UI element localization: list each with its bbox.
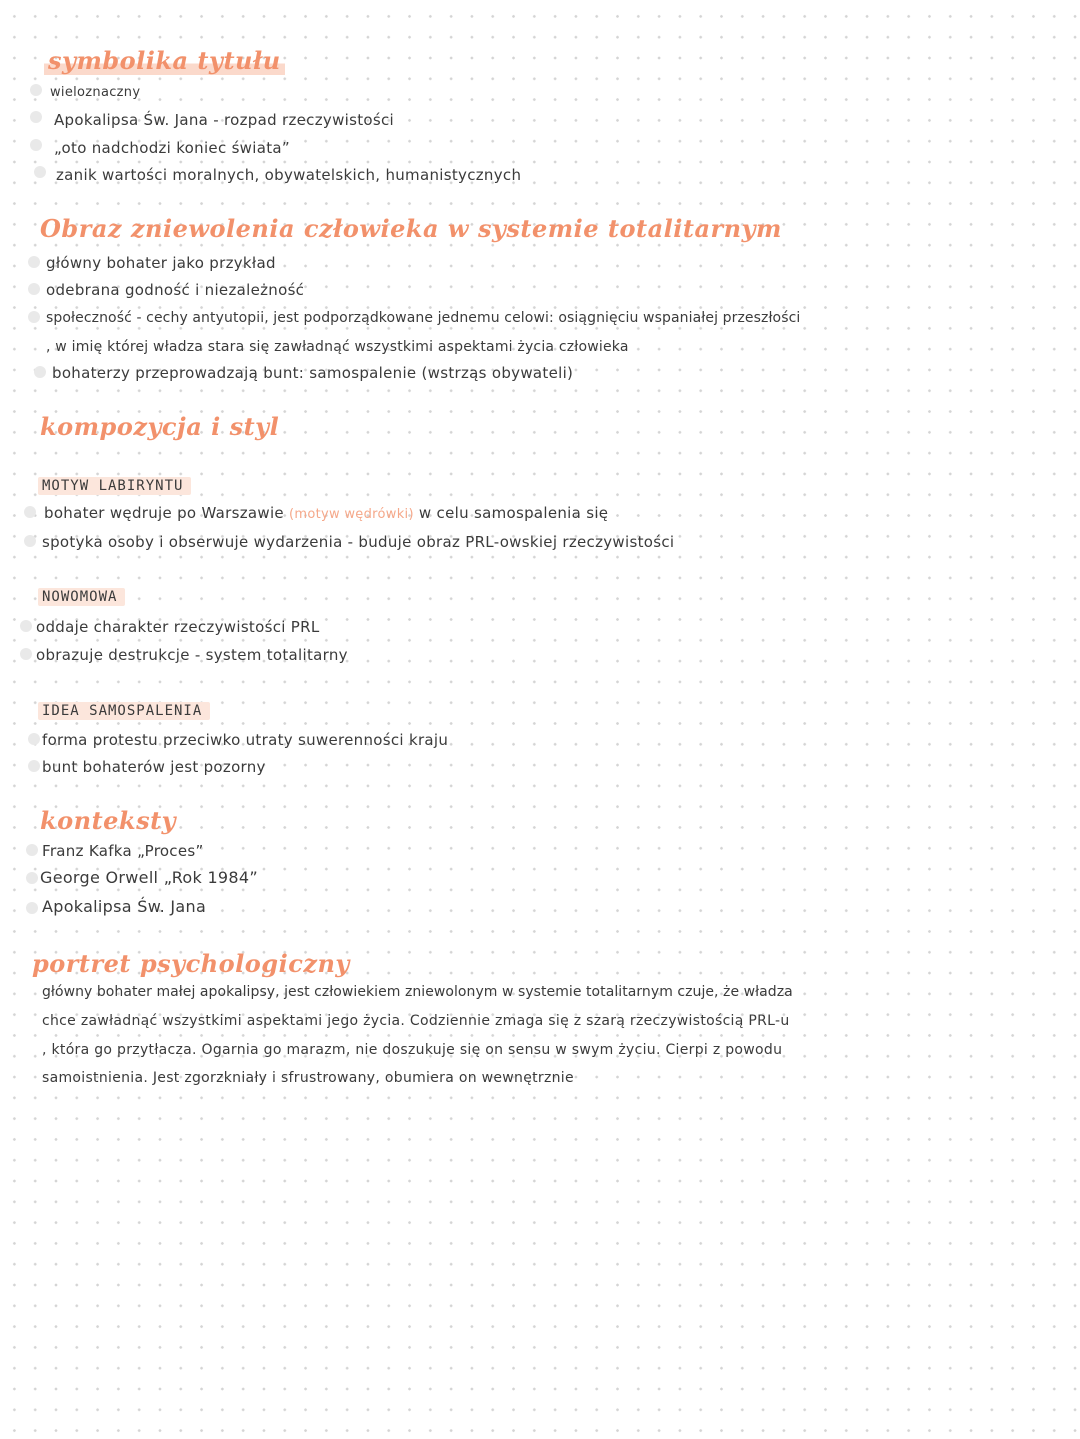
bullet-icon [28, 311, 40, 323]
section-title-symbolika: symbolika tytułu [44, 46, 285, 75]
section-title-konteksty: konteksty [40, 806, 177, 835]
bullet-icon [30, 111, 42, 123]
bullet-icon [30, 139, 42, 151]
bullet-icon [28, 256, 40, 268]
list-item-continuation: , w imię której władza stara się zawładnąć wszystkimi aspektami życia człowieka [46, 339, 629, 355]
subheading-idea-samospalenia: IDEA SAMOSPALENIA [38, 702, 210, 720]
subheading-motyw-labiryntu: MOTYW LABIRYNTU [38, 477, 191, 495]
paragraph-line: , która go przytłacza. Ogarnia go marazm, nie doszukuje się on sensu w swym życiu. Cierpi z powodu [42, 1042, 783, 1058]
list-item: zanik wartości moralnych, obywatelskich, humanistycznych [56, 166, 522, 184]
list-item: społeczność - cechy antyutopii, jest podporządkowane jednemu celowi: osiągnięciu wspaniałej przeszłości [46, 310, 801, 326]
bullet-icon [24, 535, 36, 547]
list-item: obrazuje destrukcje - system totalitarny [36, 646, 348, 664]
list-item: Franz Kafka „Proces” [42, 842, 204, 860]
bullet-icon [30, 84, 42, 96]
bullet-icon [28, 733, 40, 745]
section-title-portret: portret psychologiczny [32, 949, 350, 978]
bullet-icon [34, 366, 46, 378]
paragraph-line: samoistnienia. Jest zgorzkniały i sfrustrowany, obumiera on wewnętrznie [42, 1070, 574, 1086]
bullet-icon [26, 844, 38, 856]
bullet-icon [24, 506, 36, 518]
section-title-obraz: Obraz zniewolenia człowieka w systemie totalitarnym [40, 214, 782, 243]
list-item: Apokalipsa Św. Jana - rozpad rzeczywistości [54, 111, 395, 129]
list-item: bunt bohaterów jest pozorny [42, 758, 266, 776]
paragraph-line: chce zawładnąć wszystkimi aspektami jego życia. Codziennie zmaga się z szarą rzeczywistością PRL-u [42, 1013, 790, 1029]
list-item: „oto nadchodzi koniec świata” [54, 139, 290, 157]
item-accent-note: (motyw wędrówki) [289, 507, 414, 522]
bullet-icon [26, 902, 38, 914]
list-item: George Orwell „Rok 1984” [40, 868, 258, 887]
bullet-icon [26, 872, 38, 884]
bullet-icon [34, 166, 46, 178]
bullet-icon [28, 760, 40, 772]
section-title-kompozycja: kompozycja i styl [40, 412, 280, 441]
list-item: forma protestu przeciwko utraty suwerenności kraju [42, 731, 449, 749]
list-item [44, 504, 608, 524]
list-item: główny bohater jako przykład [46, 254, 276, 272]
bullet-icon [20, 648, 32, 660]
item-text: bohater wędruje po Warszawie [44, 504, 284, 522]
list-item: oddaje charakter rzeczywistości PRL [36, 618, 320, 636]
list-item: wieloznaczny [50, 85, 141, 100]
list-item: odebrana godność i niezależność [46, 281, 305, 299]
bullet-icon [20, 620, 32, 632]
list-item: bohaterzy przeprowadzają bunt: samospalenie (wstrząs obywateli) [52, 364, 574, 382]
paragraph-line: główny bohater małej apokalipsy, jest człowiekiem zniewolonym w systemie totalitarnym czuje, że władza [42, 984, 793, 1000]
list-item: Apokalipsa Św. Jana [42, 897, 207, 916]
item-text: w celu samospalenia się [418, 504, 609, 522]
list-item: spotyka osoby i obserwuje wydarzenia - buduje obraz PRL-owskiej rzeczywistości [42, 533, 675, 551]
subheading-nowomowa: NOWOMOWA [38, 588, 125, 606]
bullet-icon [28, 283, 40, 295]
